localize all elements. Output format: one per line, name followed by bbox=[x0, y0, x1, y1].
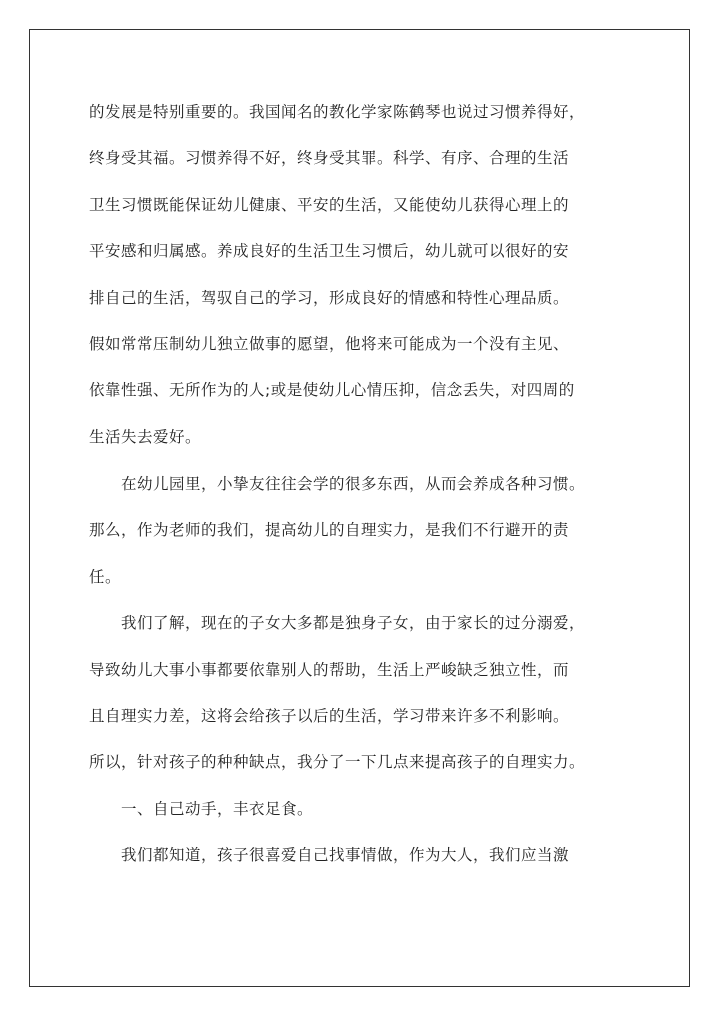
text-line: 假如常常压制幼儿独立做事的愿望，他将来可能成为一个没有主见、 bbox=[89, 335, 570, 353]
text-line: 导致幼儿大事小事都要依靠别人的帮助，生活上严峻缺乏独立性，而 bbox=[89, 661, 570, 679]
text-line: 依靠性强、无所作为的人;或是使幼儿心情压抑，信念丢失，对四周的 bbox=[89, 381, 575, 399]
text-line: 平安感和归属感。养成良好的生活卫生习惯后，幼儿就可以很好的安 bbox=[89, 242, 570, 260]
document-page bbox=[29, 29, 690, 987]
text-line: 任。 bbox=[89, 568, 122, 586]
text-line: 的发展是特别重要的。我国闻名的教化学家陈鹤琴也说过习惯养得好， bbox=[89, 103, 586, 121]
text-line: 所以，针对孩子的种种缺点，我分了一下几点来提高孩子的自理实力。 bbox=[89, 753, 586, 771]
text-line: 排自己的生活，驾驭自己的学习，形成良好的情感和特性心理品质。 bbox=[89, 289, 570, 307]
text-line: 生活失去爱好。 bbox=[89, 428, 202, 446]
text-line: 卫生习惯既能保证幼儿健康、平安的生活，又能使幼儿获得心理上的 bbox=[89, 196, 570, 214]
text-line: 在幼儿园里，小挚友往往会学的很多东西，从而会养成各种习惯。 bbox=[121, 475, 586, 493]
text-line: 我们了解，现在的子女大多都是独身子女，由于家长的过分溺爱， bbox=[121, 614, 586, 632]
text-line: 我们都知道，孩子很喜爱自己找事情做，作为大人，我们应当激 bbox=[121, 846, 570, 864]
text-line: 且自理实力差，这将会给孩子以后的生活，学习带来许多不利影响。 bbox=[89, 707, 570, 725]
section-heading: 一、自己动手，丰衣足食。 bbox=[121, 800, 314, 818]
text-line: 终身受其福。习惯养得不好，终身受其罪。科学、有序、合理的生活 bbox=[89, 149, 570, 167]
text-line: 那么，作为老师的我们，提高幼儿的自理实力，是我们不行避开的责 bbox=[89, 521, 570, 539]
